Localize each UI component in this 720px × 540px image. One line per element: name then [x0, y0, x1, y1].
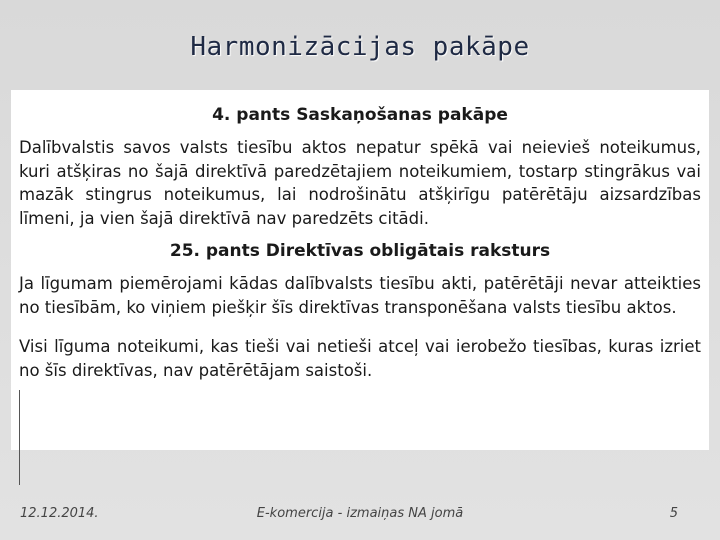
article-25-paragraph-2: Visi līguma noteikumi, kas tieši vai netieši atceļ vai ierobežo tiesības, kuras izriet no šīs direktīvas, nav patērētājam saistoši. — [19, 337, 701, 380]
article-4-heading: 4. pants Saskaņošanas pakāpe — [212, 105, 508, 125]
article-4-paragraph: Dalībvalstis savos valsts tiesību aktos nepatur spēkā vai neievieš noteikumus, kuri atšķiras no šajā direktīvā paredzētajiem noteikumiem, tostarp stingrākus vai mazāk stingrus noteikumus, lai nodrošinātu atšķirīgu patērētāju aizsardzības līmeni, ja vien šajā direktīvā nav paredzēts citādi. — [19, 138, 701, 228]
slide-title: Harmonizācijas pakāpe — [190, 32, 530, 62]
article-25-heading: 25. pants Direktīvas obligātais raksturs — [169, 241, 551, 261]
footer-title: E-komercija - izmaiņas NA jomā — [256, 506, 464, 521]
document-excerpt — [11, 90, 709, 450]
page-number: 5 — [669, 506, 678, 521]
article-25-paragraph-1: Ja līgumam piemērojami kādas dalībvalsts tiesību akti, patērētāji nevar atteikties no tiesībām, ko viņiem piešķir šīs direktīvas transponēšana valsts tiesību aktos. — [19, 274, 701, 317]
footer-date: 12.12.2014. — [20, 506, 99, 521]
